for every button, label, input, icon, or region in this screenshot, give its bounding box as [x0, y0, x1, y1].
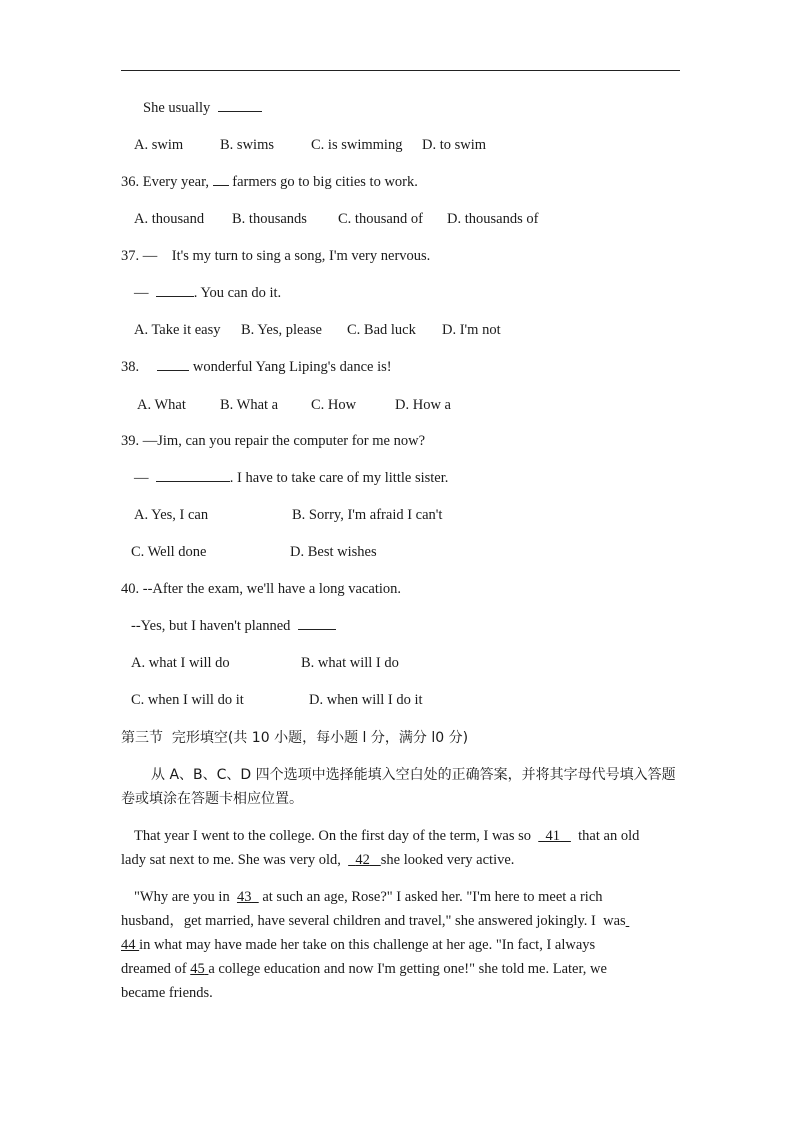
q36-option-c: C. thousand of [338, 211, 423, 227]
cloze-blank-44[interactable]: 44 [121, 937, 136, 953]
cloze-blank-41[interactable]: 41 [545, 828, 561, 844]
q40-option-b: B. what will I do [301, 655, 399, 671]
q35-option-c: C. is swimming [311, 137, 403, 153]
q35-stem: She usually [143, 99, 262, 117]
q36-stem: 36. Every year, farmers go to big cities to work. [121, 174, 418, 190]
answer-blank[interactable] [157, 358, 189, 371]
q35-option-a: A. swim [134, 137, 184, 153]
answer-blank[interactable] [156, 469, 230, 482]
q38-stem: 38. wonderful Yang Liping's dance is! [121, 359, 392, 375]
passage-p1-line2: lady sat next to me. She was very old, 42 she looked very active. [121, 852, 515, 868]
passage-p1-line1: That year I went to the college. On the first day of the term, I was so 41 that an old [134, 828, 640, 844]
q40-line2: --Yes, but I haven't planned [131, 617, 336, 635]
q37-option-c: C. Bad luck [347, 322, 416, 338]
section3-instruction-line2: 卷或填涂在答题卡相应位置。 [121, 791, 303, 807]
q38-option-b: B. What a [220, 397, 279, 413]
cloze-blank-43[interactable]: 43 [236, 889, 252, 905]
answer-blank[interactable] [298, 617, 336, 630]
passage-p2-line1: "Why are you in 43 at such an age, Rose?" I asked her. "I'm here to meet a rich [134, 889, 603, 905]
q38-option-a: A. What [137, 397, 186, 413]
q39-option-b: B. Sorry, I'm afraid I can't [292, 507, 443, 523]
q35-option-d: D. to swim [422, 137, 487, 153]
answer-blank[interactable] [218, 99, 262, 112]
q36-option-b: B. thousands [232, 211, 307, 227]
q40-option-a: A. what I will do [131, 655, 230, 671]
q37-option-a: A. Take it easy [134, 322, 221, 338]
cloze-blank-45[interactable]: 45 [190, 961, 205, 977]
cloze-blank-42[interactable]: 42 [355, 852, 370, 868]
answer-blank[interactable] [156, 284, 194, 297]
q37-line1: 37. — It's my turn to sing a song, I'm very nervous. [121, 248, 431, 264]
q37-option-b: B. Yes, please [241, 322, 322, 338]
q35-option-b: B. swims [220, 137, 274, 153]
answer-blank[interactable] [213, 173, 229, 186]
q39-option-c: C. Well done [131, 544, 207, 560]
q39-line2: — . I have to take care of my little sister. [134, 470, 449, 486]
q40-line1: 40. --After the exam, we'll have a long vacation. [121, 581, 402, 597]
q36-option-d: D. thousands of [447, 211, 539, 227]
section3-heading: 第三节 完形填空(共 10 小题，每小题 l 分，满分 l0 分) [121, 730, 469, 746]
section3-instruction-line1: 从 A、B、C、D 四个选项中选择能填入空白处的正确答案，并将其字母代号填入答题 [151, 767, 676, 783]
q37-line2: — . You can do it. [134, 285, 282, 301]
q40-option-d: D. when will I do it [309, 692, 423, 708]
passage-p2-line3: 44 in what may have made her take on this challenge at her age. "In fact, I always [121, 937, 596, 953]
q39-line1: 39. —Jim, can you repair the computer for me now? [121, 433, 426, 449]
header-rule [121, 70, 680, 71]
passage-p2-line2: husband，get married, have several children and travel," she answered jokingly. I was [121, 913, 626, 929]
passage-p2-line5: became friends. [121, 985, 213, 1001]
q38-option-d: D. How a [395, 397, 451, 413]
passage-p2-line4: dreamed of 45 a college education and now I'm getting one!" she told me. Later, we [121, 961, 607, 977]
q39-option-a: A. Yes, I can [134, 507, 209, 523]
q40-option-c: C. when I will do it [131, 692, 244, 708]
q38-option-c: C. How [311, 397, 357, 413]
q37-option-d: D. I'm not [442, 322, 501, 338]
q39-option-d: D. Best wishes [290, 544, 377, 560]
q36-option-a: A. thousand [134, 211, 205, 227]
